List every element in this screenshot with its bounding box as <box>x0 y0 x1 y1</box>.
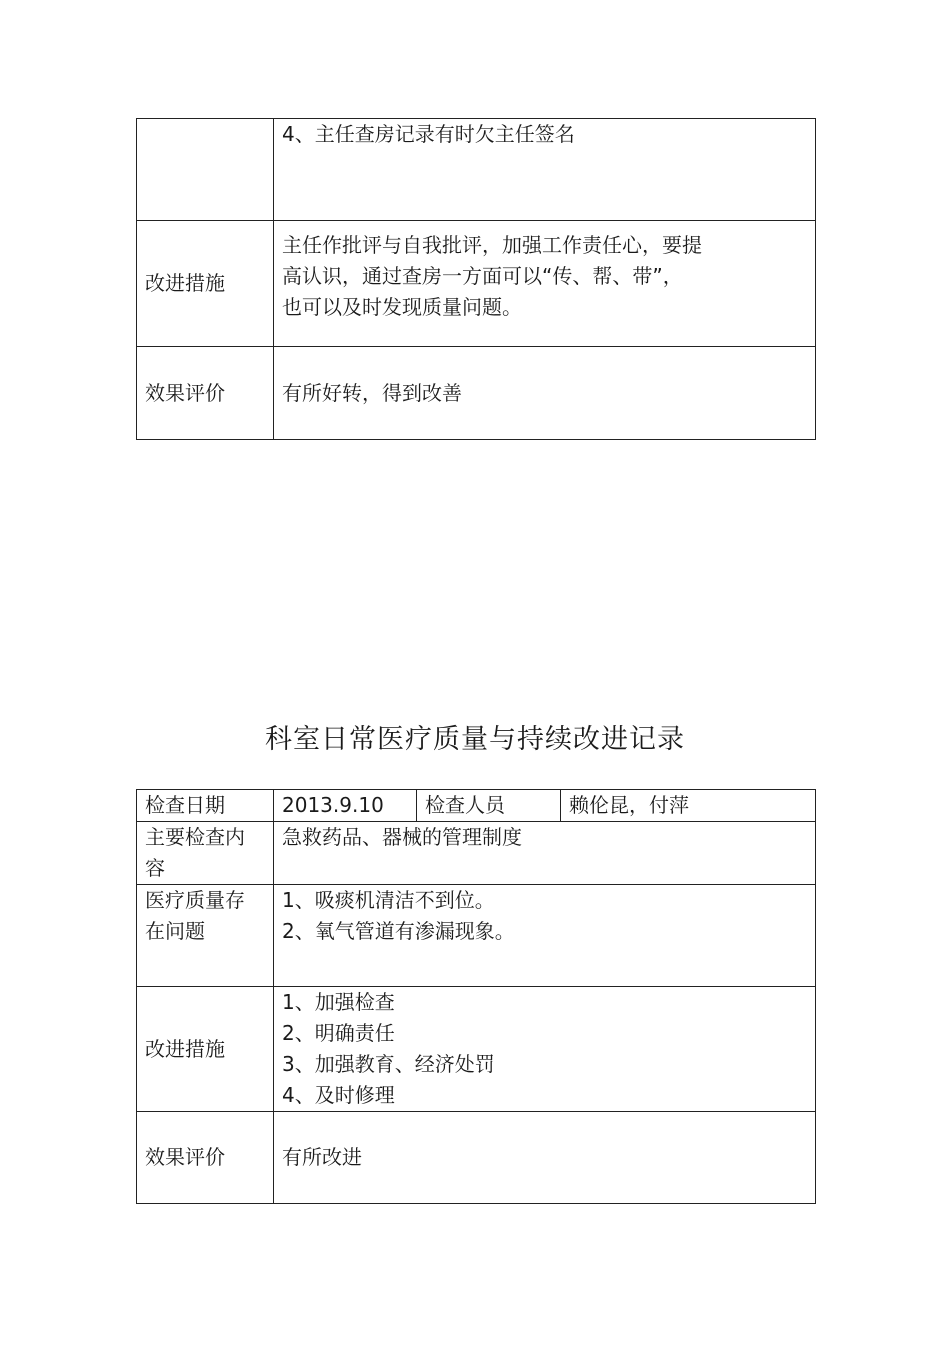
content-label-cell <box>137 822 274 885</box>
improvement-row <box>137 221 816 347</box>
effect-value: 有所改进 <box>274 1112 816 1204</box>
content-label-line: 容 <box>145 856 165 880</box>
effect-value: 有所好转，得到改善 <box>274 347 816 440</box>
inspector-value: 赖伦昆，付萍 <box>561 790 816 822</box>
effect-row <box>137 347 816 440</box>
header-row <box>137 790 816 822</box>
page-title: 科室日常医疗质量与持续改进记录 <box>265 724 685 755</box>
content-value: 急救药品、器械的管理制度 <box>274 822 816 885</box>
improvement-line: 2、明确责任 <box>282 1021 395 1045</box>
issues-row <box>137 119 816 221</box>
effect-label: 效果评价 <box>137 347 274 440</box>
improvement-line: 1、加强检查 <box>282 990 395 1014</box>
effect-label: 效果评价 <box>137 1112 274 1204</box>
improvement-line: 4、及时修理 <box>282 1083 395 1107</box>
issues-label-cell-empty <box>137 119 274 221</box>
issues-label-line: 在问题 <box>145 919 205 943</box>
improvement-row <box>137 987 816 1112</box>
improvement-line: 3、加强教育、经济处罚 <box>282 1052 495 1076</box>
improvement-label: 改进措施 <box>137 987 274 1112</box>
improvement-value-cell <box>274 221 816 347</box>
improvement-label: 改进措施 <box>137 221 274 347</box>
record-table-continued <box>136 118 816 440</box>
issue-line: 4、主任查房记录有时欠主任签名 <box>282 122 575 146</box>
issues-value-cell <box>274 885 816 987</box>
issue-line: 1、吸痰机清洁不到位。 <box>282 888 495 912</box>
inspector-label: 检查人员 <box>417 790 561 822</box>
check-date-value: 2013.9.10 <box>274 790 417 822</box>
issues-label-cell <box>137 885 274 987</box>
improvement-line: 也可以及时发现质量问题。 <box>282 295 522 319</box>
issue-line: 2、氧气管道有渗漏现象。 <box>282 919 515 943</box>
issues-label-line: 医疗质量存 <box>145 888 245 912</box>
check-date-label: 检查日期 <box>137 790 274 822</box>
improvement-value-cell <box>274 987 816 1112</box>
improvement-line: 高认识，通过查房一方面可以“传、帮、带”， <box>282 264 683 288</box>
content-row <box>137 822 816 885</box>
issues-value-cell <box>274 119 816 221</box>
improvement-line: 主任作批评与自我批评，加强工作责任心，要提 <box>282 233 702 257</box>
content-label-line: 主要检查内 <box>145 825 245 849</box>
record-table <box>136 789 816 1204</box>
issues-row <box>137 885 816 987</box>
effect-row <box>137 1112 816 1204</box>
